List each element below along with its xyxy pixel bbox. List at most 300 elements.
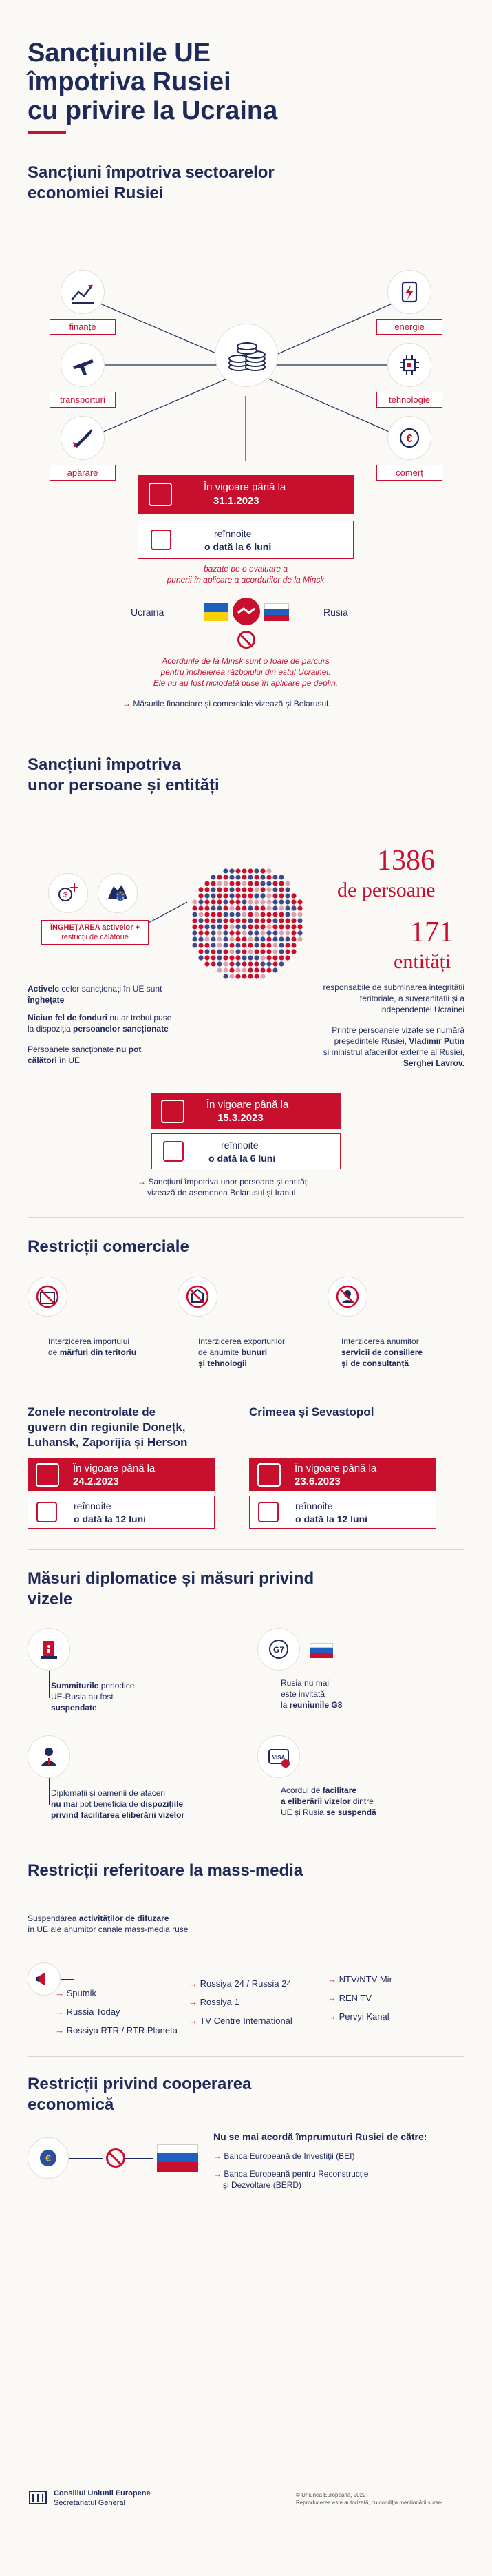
dot [242,943,246,947]
dot [242,930,246,935]
dot [217,887,222,892]
renew-box [138,521,354,559]
diplomat-icon [28,1735,70,1778]
dot [223,974,228,978]
dot [223,967,228,972]
dot [235,967,240,972]
no-funds-mid: nu ar trebui puse la dispoziția [28,1013,172,1034]
title-line-3: cu privire la Ucraina [28,96,278,125]
calendar-icon [36,1463,59,1487]
dot [248,912,253,917]
dot [192,918,197,923]
connector-line [125,2158,153,2159]
dot [229,943,234,947]
dot [204,936,209,941]
dot [248,924,253,929]
export-ban-icon [178,1277,217,1317]
dot [192,943,197,947]
dot [291,930,296,935]
dot [254,924,259,929]
dot [297,930,302,935]
dot [211,924,215,929]
dot [217,881,222,886]
dot [254,893,259,898]
text-bold: nu mai [51,1799,78,1809]
dot [285,955,290,960]
prohibited-icon [237,631,255,649]
dot [254,912,259,917]
section-persons-heading [28,755,220,796]
text-bold: facilitare [322,1786,357,1795]
dot [217,949,222,954]
entities-count: 171 [410,917,453,948]
dot [291,912,296,917]
note-line: Ele nu au fost niciodată puse în aplicare pe deplin. [153,678,339,688]
text-bold: mărfuri din teritoriu [59,1348,137,1357]
text-line: Interzicerea anumitor [341,1337,419,1346]
text-line: periodice [98,1681,135,1690]
dot [285,893,290,898]
dot [235,905,240,910]
dot [266,924,271,929]
import-ban-text [48,1336,158,1358]
list-item [55,2006,178,2018]
diplomats-text [51,1788,223,1821]
dot [272,912,277,917]
assets-frozen-text [28,983,172,1005]
dot [285,936,290,941]
bank-name: Banca Europeană de Investiții (BEI) [224,2151,355,2161]
council-logo [28,2487,48,2508]
g7-badge-icon [257,1628,300,1671]
dot [235,868,240,873]
dot [223,918,228,923]
dot [192,905,197,910]
dot [223,943,228,947]
dot [266,943,271,947]
dot [211,930,215,935]
dot [297,912,302,917]
renew-label: reînnoite [295,1500,333,1511]
assets-frozen: înghețate [28,995,65,1005]
dot [272,899,277,904]
dot [254,955,259,960]
crimea-heading: Crimeea și Sevastopol [249,1405,374,1418]
zones-heading [28,1405,187,1450]
media-intro [28,1913,317,1935]
dot [204,955,209,960]
text-line: UE și Rusia [281,1808,327,1817]
dot [248,955,253,960]
dot [242,905,246,910]
dot [260,868,265,873]
text-line: pot beneficia de [77,1799,141,1809]
dot [260,967,265,972]
text-line: președintele Rusiei, [334,1036,409,1046]
eu-travel-icon [98,873,138,913]
dot [272,924,277,929]
dot [198,955,203,960]
in-force-date: 15.3.2023 [217,1112,264,1124]
dot [229,949,234,954]
text-bold: privind facilitarea eliberării vizelor [51,1810,185,1820]
dot [229,899,234,904]
dot [272,949,277,954]
text-line: Diplomații și oamenii de afaceri [51,1788,166,1798]
dot [254,930,259,935]
text-bold: activităților de difuzare [78,1914,169,1923]
text-line: este invitată [281,1689,325,1699]
text-line: de anumite [198,1348,242,1357]
dot [229,918,234,923]
dot [211,961,215,966]
heading-line: Sancțiuni împotriva [28,755,181,774]
text-line: de [48,1348,60,1357]
dot [217,967,222,972]
dot [223,875,228,879]
text-line: Rusia nu mai [281,1678,330,1688]
in-force-label: În vigoare până la [204,481,286,493]
dot [242,936,246,941]
ukraine-flag-icon [204,603,228,621]
arrow-icon: → [328,1993,339,2003]
dot [279,893,284,898]
heading-line: economică [28,2095,114,2114]
text-line: Luhansk, Zaporijia și Herson [28,1436,188,1449]
dot [192,899,197,904]
arrow-icon: → [189,2015,200,2026]
section-diplomatic-heading [28,1569,314,1610]
dot [297,936,302,941]
dot [204,949,209,954]
label-line: restricții de călătorie [61,933,129,941]
arrow-icon: → [189,1978,200,1989]
note-line: Acordurile de la Minsk sunt o foaie de parcurs [162,656,330,666]
dot [260,974,265,978]
dot [279,936,284,941]
dot [266,930,271,935]
dot [279,949,284,954]
dot [260,955,265,960]
connector-line [61,1979,74,1980]
dot [229,967,234,972]
dot [235,912,240,917]
dot [272,955,277,960]
dot [291,943,296,947]
bank-name-cont: și Dezvoltare (BERD) [223,2180,302,2190]
text-line: Printre persoanele vizate se numără [332,1025,464,1035]
arrow-icon: → [55,2025,67,2035]
dot [211,899,215,904]
heading-line: vizele [28,1590,73,1609]
loans-block [213,2130,468,2190]
dot [192,936,197,941]
dot [266,912,271,917]
dot [235,887,240,892]
dot [235,930,240,935]
visa-badge-text: VISA [272,1755,286,1761]
dot [279,887,284,892]
dot [266,949,271,954]
dot [248,875,253,879]
dot [279,955,284,960]
section-economy-heading [28,163,275,204]
technology-chip-icon [387,343,431,387]
media-list-col1 [55,1987,178,2037]
heading-line: Sancțiuni împotriva sectoarelor [28,163,275,182]
list-item [55,1987,178,2000]
missile-icon [61,416,105,460]
airplane-icon [61,343,105,387]
dot [223,887,228,892]
text-line: în UE ale anumitor canale mass-media ruse [28,1925,189,1934]
heading-line: unor persoane și entități [28,776,220,795]
dot [223,924,228,929]
note-line: pentru încheierea războiului din estul Ucrainei. [160,667,331,677]
connector-line [49,1778,50,1805]
arrow-icon: → [189,1997,200,2007]
calendar-icon [161,1100,184,1123]
dot [291,899,296,904]
dot [285,912,290,917]
dot [248,887,253,892]
title-rule [28,131,66,134]
dot [272,967,277,972]
dot [235,955,240,960]
in-force-label: În vigoare până la [206,1099,289,1111]
dot [266,967,271,972]
renew-label: reînnoite [74,1500,111,1511]
dot [248,936,253,941]
renew-period: o dată la 12 luni [74,1514,147,1525]
in-force-box [138,475,354,514]
dot [242,967,246,972]
belarus-note [122,698,330,709]
dot [260,943,265,947]
dot [248,943,253,947]
dot [217,912,222,917]
heading-line: Măsuri diplomatice și măsuri privind [28,1569,314,1588]
travel-ban-text [28,1044,172,1066]
sector-label-transport: transporturi [50,392,116,408]
dot [266,893,271,898]
dot [198,893,203,898]
dot [211,875,215,879]
dot [204,943,209,947]
text-bold: bunuri [241,1348,268,1357]
dot [242,924,246,929]
dot [235,924,240,929]
dot [242,918,246,923]
energy-bolt-icon [387,270,431,314]
dot [223,930,228,935]
text-line: teritoriale, a suveranității și a [359,994,464,1003]
dot [248,905,253,910]
dot [260,924,265,929]
dot [248,893,253,898]
dot [223,899,228,904]
list-item [328,2011,392,2023]
title-line-1: Sancțiunile UE [28,39,211,67]
dot [291,893,296,898]
travel-pre: Persoanele sancționate [28,1045,116,1054]
visa-card-icon [257,1735,300,1778]
dot [211,881,215,886]
dot [297,918,302,923]
text-line: dintre [350,1797,374,1806]
note-line: bazate pe o evaluare a [203,564,288,574]
org-name: Consiliul Uniunii Europene [54,2489,151,2498]
dot [248,949,253,954]
putin-name: Vladimir Putin [409,1036,464,1046]
dot [198,924,203,929]
dot [192,924,197,929]
list-item [189,2015,292,2027]
dot [198,887,203,892]
persons-label: de persoane [337,879,436,901]
minsk-fail-note [108,656,383,689]
media-list-col2 [189,1978,292,2027]
calendar-renew-icon [258,1502,279,1522]
dot [291,949,296,954]
sector-label-finance: finanțe [50,319,116,335]
renew-box-crimea [249,1496,436,1529]
frozen-assets-icon [48,873,88,913]
arrow-icon: → [213,2169,224,2179]
dot [217,943,222,947]
travel-ban-bold: nu pot călători [28,1045,142,1065]
dot [204,887,209,892]
dot [260,912,265,917]
dot [211,955,215,960]
dot [229,905,234,910]
dot [235,974,240,978]
footer-copyright [296,2491,444,2506]
dot [297,905,302,910]
dot [235,961,240,966]
dot [235,893,240,898]
dot [279,918,284,923]
dot [242,868,246,873]
connector-line [49,1671,50,1698]
dot [229,930,234,935]
dot [229,924,234,929]
trade-item-services [328,1277,465,1387]
persons-dot-cloud [184,861,308,985]
dot [260,887,265,892]
export-ban-text [198,1336,315,1369]
heading-line: economiei Rusiei [28,184,164,202]
dot [229,881,234,886]
dot [266,961,271,966]
ukraine-label: Ucraina [131,607,164,618]
g7-badge-text: G7 [272,1645,285,1655]
heading-line: Restricții privind cooperarea [28,2075,252,2093]
dot [254,899,259,904]
dot [242,912,246,917]
entities-label: entități [394,950,451,973]
dot [204,961,209,966]
media-name: REN TV [339,1993,372,2003]
dot [211,912,215,917]
in-force-date: 23.6.2023 [295,1476,341,1487]
calendar-renew-icon [163,1141,184,1162]
dot [260,893,265,898]
media-name: Rossiya RTR / RTR Planeta [66,2025,178,2035]
dot [211,918,215,923]
section-economic-cooperation-heading [28,2074,251,2115]
dot [242,881,246,886]
dot [198,905,203,910]
footer-org [54,2489,151,2508]
dot [272,887,277,892]
dot [266,905,271,910]
dot [254,881,259,886]
arrow-icon: → [213,2151,224,2161]
russia-flag-icon [157,2144,198,2172]
dot [254,961,259,966]
dot [223,961,228,966]
dot [223,881,228,886]
dot [198,918,203,923]
dot [260,881,265,886]
dot [285,949,290,954]
trade-item-import [28,1277,158,1387]
bank-eib [213,2150,468,2161]
sector-label-trade: comerț [376,465,442,481]
dot [279,930,284,935]
dot [235,881,240,886]
bank-name: Banca Europeană pentru Reconstrucție [224,2169,369,2179]
dot [211,887,215,892]
dot [260,930,265,935]
connector-line [69,2158,103,2159]
text-line: guvern din regiunile Donețk, [28,1421,186,1434]
dot [285,887,290,892]
dot [229,955,234,960]
dot [242,893,246,898]
in-force-box-persons [151,1093,341,1129]
calendar-renew-icon [36,1502,57,1522]
dot [229,912,234,917]
text-bold: dispozițiile [140,1799,184,1809]
dot [204,912,209,917]
dot [242,899,246,904]
note-line: Sancțiuni împotriva unor persoane și entități [148,1177,309,1186]
dot [235,936,240,941]
text-line: responsabile de subminarea integrității [323,983,464,992]
dot [198,949,203,954]
text-line: și ministrul afacerilor externe al Rusiei, [323,1047,464,1057]
dot [254,868,259,873]
dot [248,967,253,972]
dot [223,868,228,873]
arrow-icon: → [328,1974,339,1985]
dot [254,949,259,954]
dot [254,905,259,910]
arrow-icon: → [55,1988,67,1998]
dot [198,912,203,917]
media-name: Rossiya 1 [200,1997,239,2007]
dot [272,893,277,898]
dot [229,868,234,873]
finance-chart-icon [61,270,105,314]
dot [217,930,222,935]
page-title [28,39,277,125]
dot [272,961,277,966]
coins-icon [215,324,278,387]
dot [266,955,271,960]
